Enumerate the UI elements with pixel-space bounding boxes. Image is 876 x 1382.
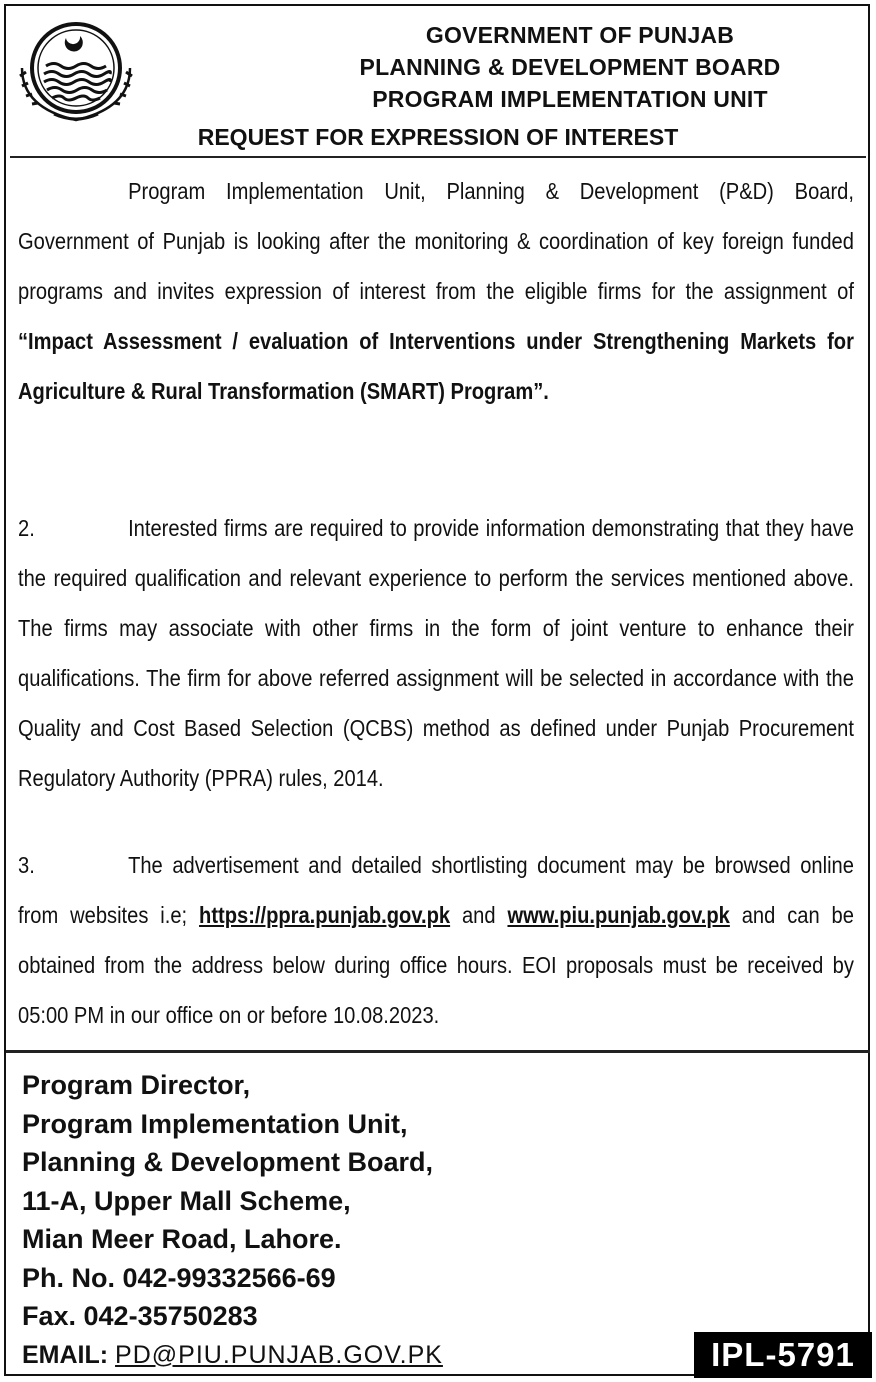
punjab-government-emblem-icon bbox=[14, 16, 138, 126]
address-line-4: 11-A, Upper Mall Scheme, bbox=[22, 1185, 351, 1216]
email-line bbox=[22, 1336, 443, 1375]
paragraph-3-text-a: The advertisement and detailed shortlisting document may be browsed online from websites i.e; bbox=[18, 852, 854, 928]
paragraph-1-text: Program Implementation Unit, Planning & Development (P&D) Board, Government of Punjab is looking after the monitoring & coordination of key foreign funded programs and invites expression of interest from the eligible firms for the assignment of bbox=[18, 178, 854, 304]
email-address[interactable]: PD@PIU.PUNJAB.GOV.PK bbox=[115, 1340, 443, 1369]
header-board: PLANNING & DEVELOPMENT BOARD bbox=[359, 54, 781, 80]
ppra-link[interactable]: https://ppra.punjab.gov.pk bbox=[199, 902, 451, 928]
ad-code-badge: IPL-5791 bbox=[694, 1332, 872, 1378]
address-line-2: Program Implementation Unit, bbox=[22, 1108, 408, 1139]
address-line-3: Planning & Development Board, bbox=[22, 1147, 434, 1177]
paragraph-3 bbox=[18, 840, 854, 1040]
address-line-1: Program Director, bbox=[22, 1070, 251, 1100]
page-title: REQUEST FOR EXPRESSION OF INTEREST bbox=[197, 124, 679, 150]
phone-number: Ph. No. 042-99332566-69 bbox=[22, 1262, 336, 1293]
fax-number: Fax. 042-35750283 bbox=[22, 1301, 258, 1331]
paragraph-1 bbox=[18, 166, 854, 416]
paragraph-3-number: 3. bbox=[18, 852, 35, 878]
address-divider bbox=[6, 1050, 870, 1053]
header-government: GOVERNMENT OF PUNJAB bbox=[425, 22, 735, 48]
contact-address bbox=[22, 1066, 443, 1374]
paragraph-3-text-b: and can be obtained from the address below during office hours. EOI proposals must be received by 05:00 PM in our office on or before 10.08.2023. bbox=[18, 902, 854, 1028]
email-label: EMAIL: bbox=[22, 1340, 116, 1369]
address-line-5: Mian Meer Road, Lahore. bbox=[22, 1224, 342, 1254]
header-divider bbox=[10, 156, 866, 158]
paragraph-3-and: and bbox=[450, 902, 508, 928]
paragraph-2-text: Interested firms are required to provide information demonstrating that they have the required qualification and relevant experience to perform the services mentioned above. The firms may associate with other firms in the form of joint venture to enhance their qualifications. The firm for above referred assignment will be selected in accordance with the Quality and Cost Based Selection (QCBS) method as defined under Punjab Procurement Regulatory Authority (PPRA) rules, 2014. bbox=[18, 515, 854, 791]
paragraph-2 bbox=[18, 503, 854, 803]
assignment-title: “Impact Assessment / evaluation of Interventions under Strengthening Markets for Agriculture & Rural Transformation (SMART) Program”. bbox=[18, 328, 854, 404]
paragraph-2-number: 2. bbox=[18, 515, 35, 541]
piu-link[interactable]: www.piu.punjab.gov.pk bbox=[507, 902, 730, 928]
header-unit: PROGRAM IMPLEMENTATION UNIT bbox=[372, 86, 768, 112]
